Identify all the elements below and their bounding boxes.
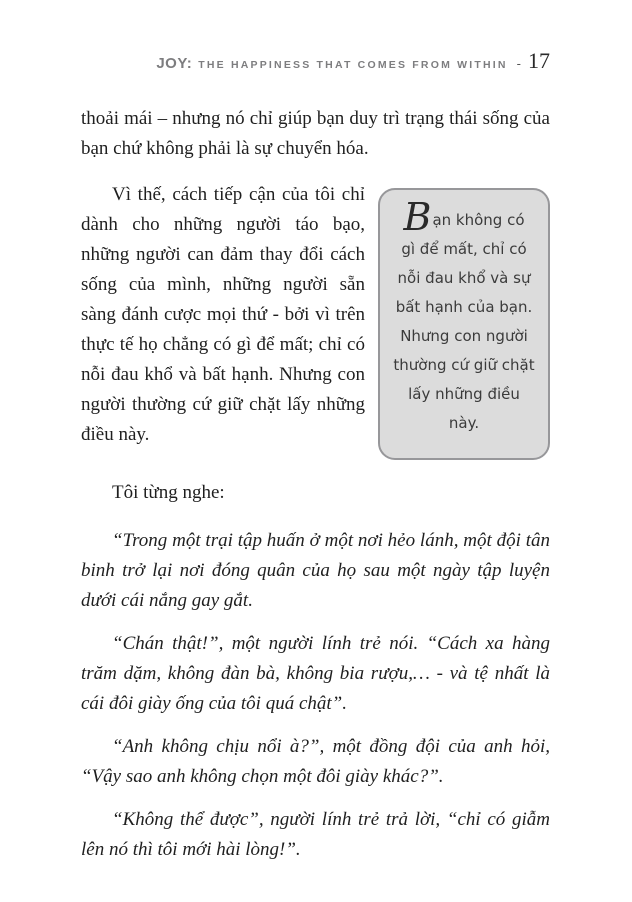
pull-quote-line: gì để mất, chỉ có [401,240,527,258]
book-subtitle: THE HAPPINESS THAT COMES FROM WITHIN [198,59,508,71]
story-quote-2: “Chán thật!”, một người lính trẻ nói. “Cách xa hàng trăm dặm, không đàn bà, không bia rượu,… - và tệ nhất là cái đôi giày ống của tôi quá chật”. [81,633,550,714]
story-quote-3: “Anh không chịu nổi à?”, một đồng đội của anh hỏi, “Vậy sao anh không chọn một đôi giày khác?”. [81,736,550,787]
paragraph-with-callout [81,180,550,460]
paragraph-continuation: thoải mái – nhưng nó chỉ giúp bạn duy trì trạng thái sống của bạn chứ không phải là sự chuyển hóa. [81,108,550,159]
pull-quote-line [391,195,537,239]
book-title: JOY: [156,55,193,72]
page-content [81,104,550,878]
lead-in-line: Tôi từng nghe: [112,482,225,503]
header-separator: - [516,56,521,71]
pull-quote-line: thường cứ giữ chặt [393,356,535,374]
pull-quote-line-text: ạn không có [432,211,525,229]
running-header [81,48,550,74]
paragraph-approach: Vì thế, cách tiếp cận của tôi chỉ dành cho những người táo bạo, những người can đảm thay đổi cách sống của mình, những người sẵn sàng đánh cược mọi thứ - bởi vì trên thực tế họ chẳng có gì để mất; chỉ có nỗi đau khổ và bất hạnh. Nhưng con người thường cứ giữ chặt lấy những điều này. [81,184,365,445]
pull-quote-line: nỗi đau khổ và sự [397,269,531,287]
story-quote-4: “Không thể được”, người lính trẻ trả lời, “chỉ có giẫm lên nó thì tôi mới hài lòng!”. [81,809,550,860]
pull-quote-line: lấy những điều này. [408,385,520,432]
drop-cap-letter: B [403,195,432,239]
story-quote-1: “Trong một trại tập huấn ở một nơi hẻo lánh, một đội tân binh trở lại nơi đóng quân của họ sau một ngày tập luyện dưới cái nắng gay gắt. [81,530,550,611]
pull-quote-line: Nhưng con người [400,327,528,345]
pull-quote-line: bất hạnh của bạn. [395,298,533,316]
pull-quote-box [378,188,550,460]
page-number: 17 [528,48,550,73]
